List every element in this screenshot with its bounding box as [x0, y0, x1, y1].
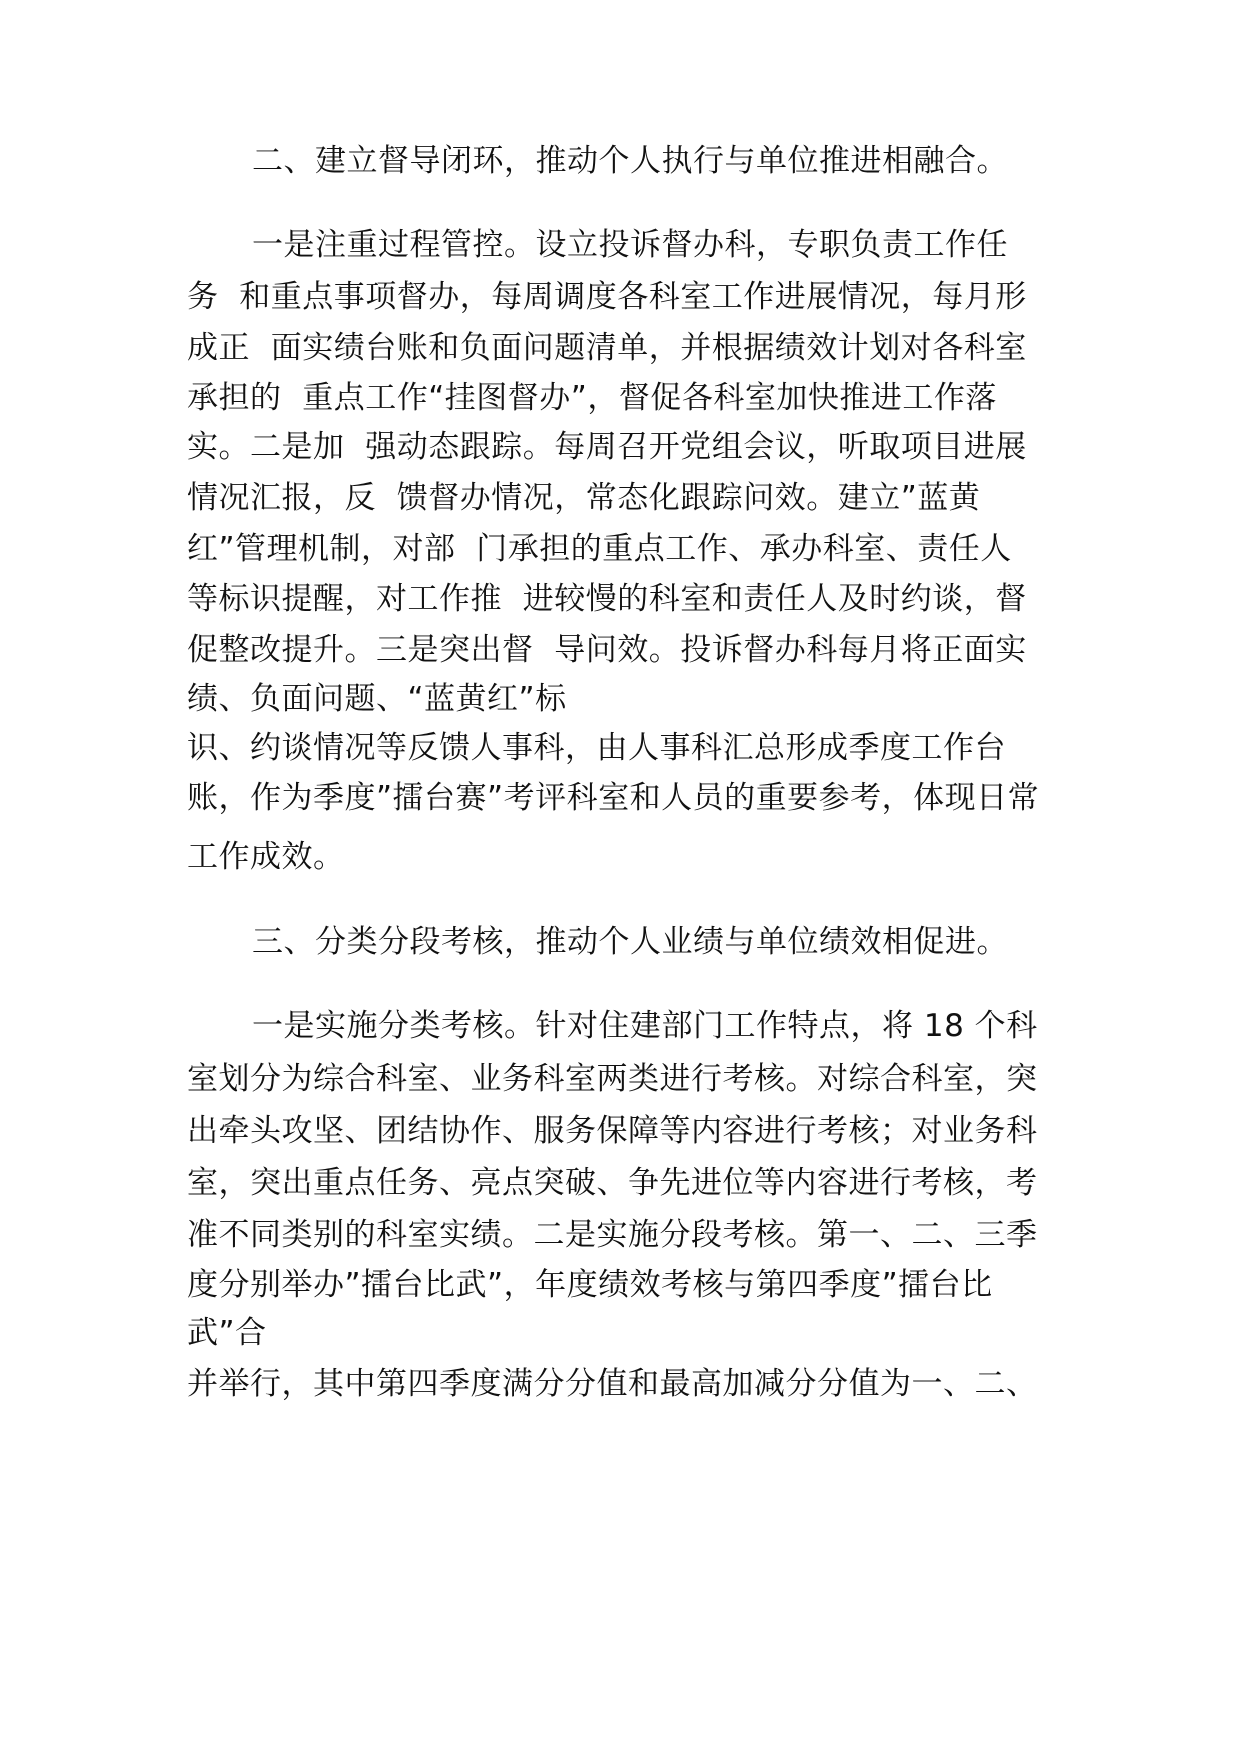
paragraph-line: 室划分为综合科室、业务科室两类进行考核。对综合科室，突	[187, 1061, 1038, 1097]
paragraph-line: 成正 面实绩台账和负面问题清单，并根据绩效计划对各科室	[187, 330, 1027, 366]
paragraph-line: 一是注重过程管控。设立投诉督办科，专职负责工作任	[252, 227, 1008, 263]
paragraph-line: 促整改提升。三是突出督 导问效。投诉督办科每月将正面实	[187, 632, 1027, 668]
paragraph-line: 承担的 重点工作“挂图督办”，督促各科室加快推进工作落	[187, 380, 997, 416]
paragraph-line: 等标识提醒，对工作推 进较慢的科室和责任人及时约谈，督	[187, 581, 1027, 617]
paragraph-line: 出牵头攻坚、团结协作、服务保障等内容进行考核；对业务科	[187, 1113, 1038, 1149]
section-3-heading: 三、分类分段考核，推动个人业绩与单位绩效相促进。	[252, 924, 1008, 960]
paragraph-line: 并举行，其中第四季度满分分值和最高加减分分值为一、二、	[187, 1366, 1038, 1402]
paragraph-line: 务 和重点事项督办，每周调度各科室工作进展情况，每月形	[187, 279, 1027, 315]
paragraph-line: 实。二是加 强动态跟踪。每周召开党组会议，听取项目进展	[187, 429, 1027, 465]
section-2-heading: 二、建立督导闭环，推动个人执行与单位推进相融合。	[252, 143, 1008, 179]
paragraph-line: 识、约谈情况等反馈人事科，由人事科汇总形成季度工作台	[187, 730, 1006, 766]
paragraph-line: 武”合	[187, 1315, 267, 1351]
paragraph-line: 账，作为季度”擂台赛”考评科室和人员的重要参考，体现日常	[187, 780, 1040, 816]
paragraph-line: 绩、负面问题、“蓝黄红”标	[187, 681, 567, 717]
paragraph-line: 一是实施分类考核。针对住建部门工作特点，将 18 个科	[252, 1008, 1038, 1044]
paragraph-line: 准不同类别的科室实绩。二是实施分段考核。第一、二、三季	[187, 1217, 1038, 1253]
paragraph-line: 度分别举办”擂台比武”，年度绩效考核与第四季度”擂台比	[187, 1267, 993, 1303]
paragraph-line: 室，突出重点任务、亮点突破、争先进位等内容进行考核，考	[187, 1165, 1038, 1201]
paragraph-line: 情况汇报，反 馈督办情况，常态化跟踪问效。建立”蓝黄	[187, 480, 981, 516]
paragraph-line: 工作成效。	[187, 839, 345, 875]
paragraph-line: 红”管理机制，对部 门承担的重点工作、承办科室、责任人	[187, 531, 1012, 567]
